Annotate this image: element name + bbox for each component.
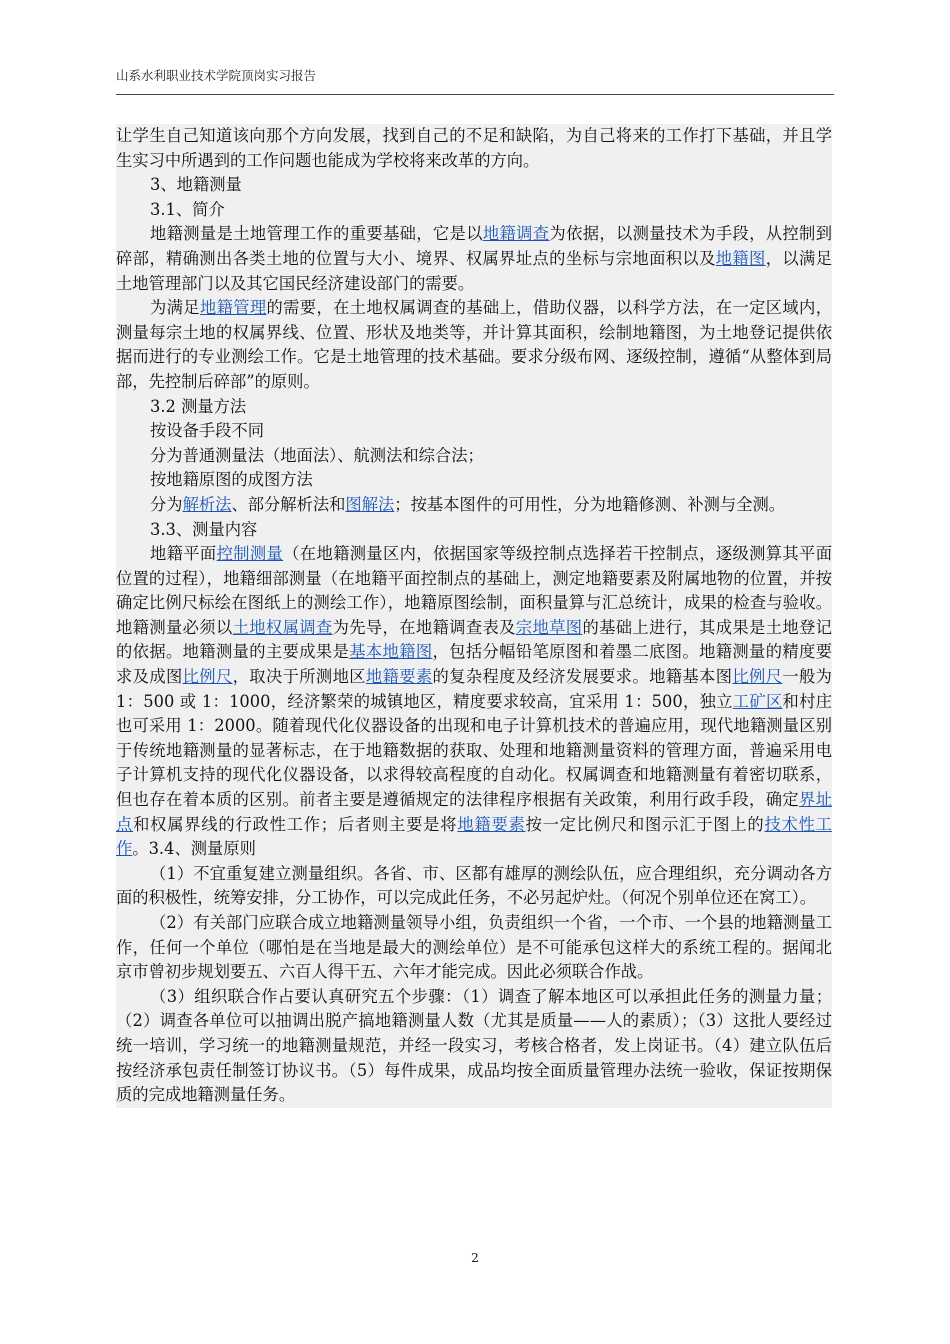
page-header: 山系水利职业技术学院顶岗实习报告 — [116, 68, 317, 83]
hyperlink[interactable]: 比例尺 — [182, 667, 233, 687]
text-run: ，取决于所测地区 — [232, 667, 366, 687]
text-run: 一般为 1：500 或 1：1000，经济繁荣的城镇地区，精度要求较高，宜采用 1：500，独立 — [116, 667, 832, 711]
hyperlink[interactable]: 技术性工作 — [116, 814, 832, 859]
paragraph — [116, 296, 832, 394]
text-run: ，以满足土地管理部门以及其它国民经济建设部门的需要。 — [116, 248, 832, 293]
hyperlink[interactable]: 地籍调查 — [482, 224, 550, 244]
hyperlink[interactable]: 地籍要素 — [457, 814, 526, 834]
hyperlink[interactable]: 宗地草图 — [515, 617, 583, 637]
text-run: 的复杂程度及经济发展要求。地籍基本图 — [432, 667, 733, 687]
text-run: 的需要，在土地权属调查的基础上，借助仪器，以科学方法，在一定区域内，测量每宗土地的权属界线、位置、形状及地类等，并计算其面积，绘制地籍图，为土地登记提供依据而进行的专业测绘工作。它是土地管理的技术基础。要求分级布网、逐级控制，遵循“从整体到局部，先控制后碎部”的原则。 — [116, 298, 832, 391]
hyperlink[interactable]: 界址点 — [116, 790, 832, 834]
text-run: （3）组织联合作占要认真研究五个步骤：（1）调查了解本地区可以承担此任务的测量力量；（2）调查各单位可以抽调出脱产搞地籍测量人数（尤其是质量——人的素质）；（3）这批人要经过统一培训，学习统一的地籍测量规范，并经一段实习，考核合格者，发上岗证书。（4）建立队伍后按经济承包责任制签订协议书。（5）每件成果，成品均按全面质量管理办法统一验收，保证按期保质的完成地籍测量任务。 — [116, 986, 832, 1105]
paragraph — [116, 468, 832, 493]
text-run: 按地籍原图的成图方法 — [150, 470, 313, 490]
paragraph — [116, 985, 832, 1108]
text-run: 为依据，以测量技术为手段，从控制到碎部，精确测出各类土地的位置与大小、境界、权属界址点的坐标与宗地面积以及 — [116, 224, 832, 268]
text-run: 3、地籍测量 — [150, 175, 242, 195]
text-run: 地籍平面 — [150, 544, 217, 564]
paragraph — [116, 173, 832, 198]
paragraph — [116, 862, 832, 911]
paragraph — [116, 444, 832, 469]
text-run: ，包括分幅铅笔原图和着墨二底图。地籍测量的精度要求及成图 — [116, 642, 832, 687]
text-run: 地籍测量是土地管理工作的重要基础，它是以 — [150, 224, 483, 244]
hyperlink[interactable]: 基本地籍图 — [349, 642, 433, 662]
hyperlink[interactable]: 地籍图 — [715, 248, 766, 268]
paragraph — [116, 911, 832, 985]
text-run: 3.3、测量内容 — [150, 519, 258, 539]
text-run: 的基础上进行，其成果是土地登记的依据。地籍测量的主要成果是 — [116, 617, 832, 662]
text-run: 为满足 — [150, 298, 200, 318]
text-run: （2）有关部门应联合成立地籍测量领导小组，负责组织一个省，一个市、一个县的地籍测量工作，任何一个单位（哪怕是在当地是最大的测绘单位）是不可能承包这样大的系统工程的。据闻北京市曾初步规划要五、六百人得干五、六年才能完成。因此必须联合作战。 — [116, 913, 832, 982]
paragraph — [116, 124, 832, 173]
paragraph — [116, 419, 832, 444]
text-run: 。3.4、测量原则 — [132, 839, 256, 859]
text-run: ；按基本图件的可用性，分为地籍修测、补测与全测。 — [394, 494, 786, 514]
hyperlink[interactable]: 土地权属调查 — [232, 617, 333, 637]
document-body — [116, 124, 832, 1108]
text-run: 分为 — [150, 494, 183, 514]
text-run: 3.1、简介 — [150, 199, 225, 219]
text-run: 、部分解析法和 — [231, 494, 346, 514]
text-run: 按一定比例尺和图示汇于图上的 — [525, 814, 765, 834]
hyperlink[interactable]: 解析法 — [182, 494, 232, 514]
text-run: 为先导，在地籍调查表及 — [332, 617, 516, 637]
text-run: 按设备手段不同 — [150, 421, 264, 441]
hyperlink[interactable]: 图解法 — [345, 494, 395, 514]
paragraph — [116, 222, 832, 296]
text-run: 3.2 测量方法 — [150, 396, 247, 416]
paragraph — [116, 493, 832, 518]
hyperlink[interactable]: 地籍要素 — [365, 667, 433, 687]
text-run: 分为普通测量法（地面法）、航测法和综合法； — [150, 445, 484, 465]
hyperlink[interactable]: 地籍管理 — [199, 298, 267, 318]
text-run: 让学生自己知道该向那个方向发展，找到自己的不足和缺陷，为自己将来的工作打下基础，并且学生实习中所遇到的工作问题也能成为学校将来改革的方向。 — [116, 126, 832, 170]
paragraph — [116, 518, 832, 543]
paragraph — [116, 198, 832, 223]
page-number: 2 — [471, 1250, 479, 1265]
hyperlink[interactable]: 工矿区 — [732, 691, 783, 711]
header-divider — [116, 94, 834, 95]
text-run: 和村庄也可采用 1：2000。随着现代化仪器设备的出现和电子计算机技术的普遍应用，现代地籍测量区别于传统地籍测量的显著标志，在于地籍数据的获取、处理和地籍测量资料的管理方面，普遍采用电子计算机支持的现代化仪器设备，以求得较高程度的自动化。权属调查和地籍测量有着密切联系，但也存在着本质的区别。前者主要是遵循规定的法律程序根据有关政策，利用行政手段，确定 — [116, 691, 832, 810]
paragraph — [116, 395, 832, 420]
text-run: （在地籍测量区内，依据国家等级控制点选择若干控制点，逐级测算其平面位置的过程），地籍细部测量（在地籍平面控制点的基础上，测定地籍要素及附属地物的位置，并按确定比例尺标绘在图纸上的测绘工作），地籍原图绘制，面积量算与汇总统计，成果的检查与验收。地籍测量必须以 — [116, 544, 832, 637]
paragraph — [116, 542, 832, 862]
hyperlink[interactable]: 比例尺 — [732, 667, 783, 687]
hyperlink[interactable]: 控制测量 — [216, 544, 284, 564]
text-run: （1）不宜重复建立测量组织。各省、市、区都有雄厚的测绘队伍，应合理组织，充分调动各方面的积极性，统筹安排，分工协作，可以完成此任务，不必另起炉灶。（何况个别单位还在窝工）。 — [116, 863, 832, 908]
text-run: 和权属界线的行政性工作；后者则主要是将 — [133, 814, 458, 834]
